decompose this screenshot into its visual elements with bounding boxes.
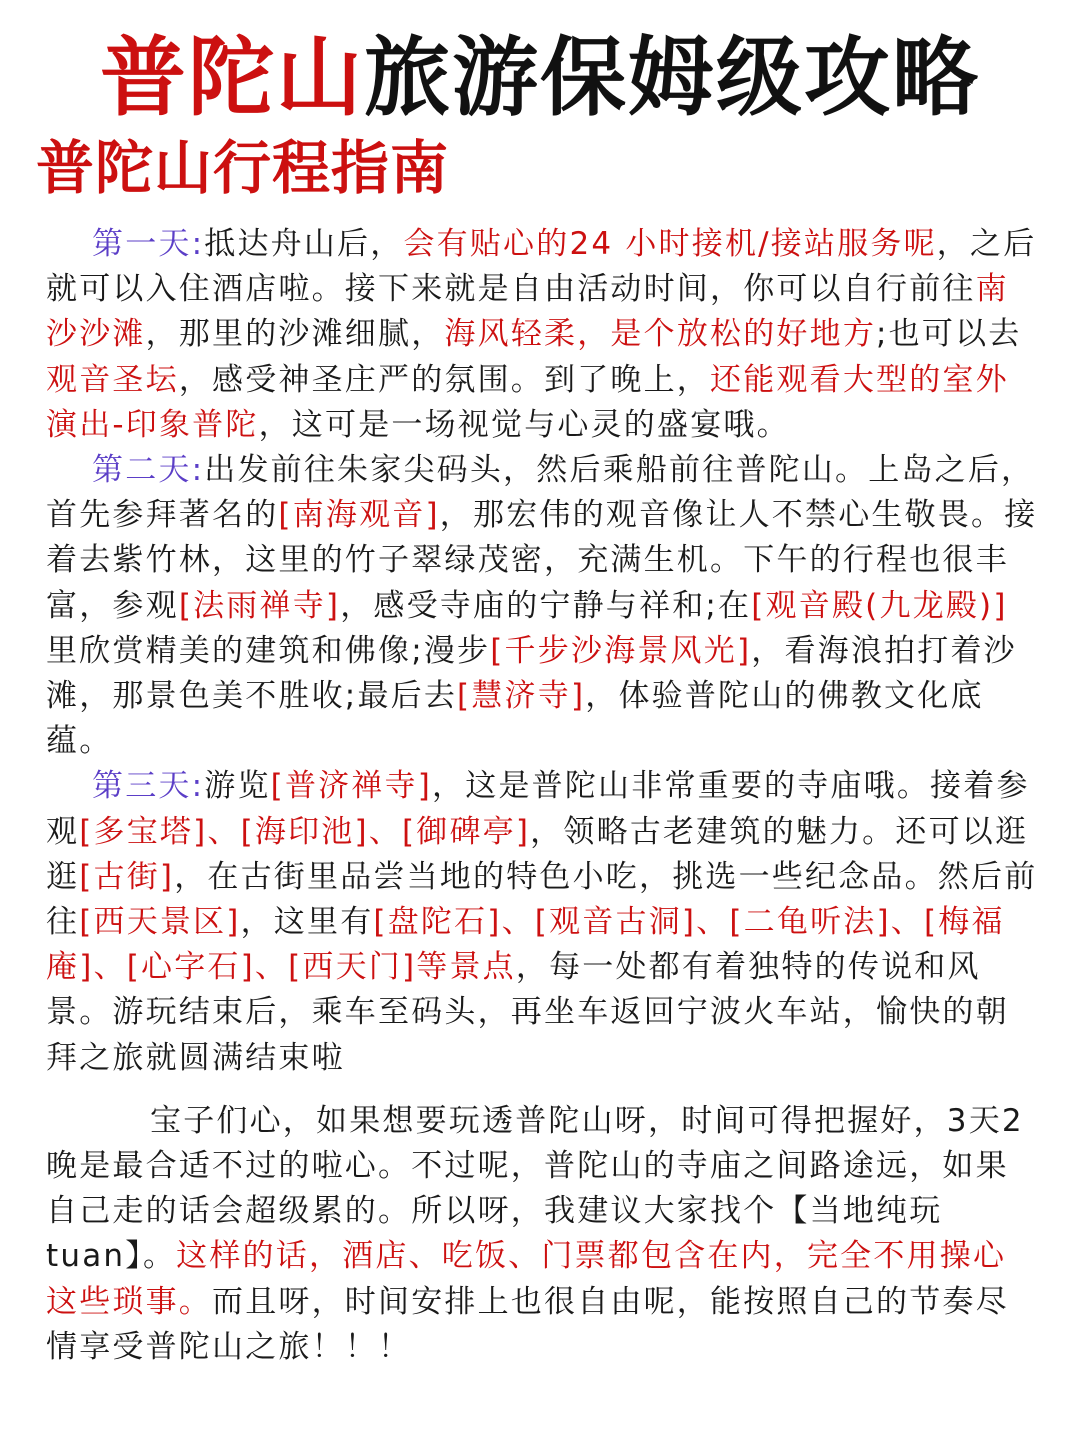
- day2-text-1: 出发前往朱家尖码头，然后乘船前往普陀山。上岛之后，首先参拜著名的: [46, 452, 1035, 534]
- day3-text-5: ，这里有: [240, 904, 374, 941]
- day3-highlight-1: [普济禅寺]: [270, 768, 433, 805]
- closing-paragraph: [46, 1099, 1038, 1370]
- day3-text-3: ，领略古老建筑的魅力。还可以逛逛: [46, 813, 1029, 895]
- day2-highlight-1: [南海观音]: [278, 497, 440, 534]
- day2-highlight-4: [千步沙海景风光]: [490, 632, 752, 669]
- day1-highlight-5: 还能观看大型的室外演出-印象普陀: [46, 361, 1009, 443]
- day3-highlight-4: [西天景区]: [79, 904, 241, 941]
- day3-highlight-2: [多宝塔]、[海印池]、[御碑亭]: [79, 813, 531, 850]
- day3-highlight-3: [古街]: [79, 858, 175, 895]
- page-subtitle: 普陀山行程指南: [36, 134, 450, 202]
- day2-text-2: ，那宏伟的观音像让人不禁心生敬畏。接着去紫竹林，这里的竹子翠绿茂密，充满生机。下午的行程也很丰富，参观: [46, 497, 1038, 624]
- day1-highlight-2: 南沙沙滩: [46, 271, 1009, 353]
- day3-highlight-5: [盘陀石]、[观音古洞]、[二龟听法]、[梅福庵]、[心字石]、[西天门]等景点: [46, 904, 1005, 986]
- day1-text-4: ;也可以去: [876, 316, 1022, 353]
- day2-highlight-5: [慧济寺]: [457, 678, 586, 715]
- title-black-part: 旅游保姆级攻略: [364, 28, 980, 128]
- day1-highlight-4: 观音圣坛: [46, 361, 179, 398]
- day2-text-5: ，看海浪拍打着沙滩，那景色美不胜收;最后去: [46, 632, 1017, 715]
- day3-text-1: 游览: [204, 768, 271, 805]
- day2-label: 第二天:: [92, 452, 205, 489]
- day2-text-4: 里欣赏精美的建筑和佛像;漫步: [46, 632, 491, 669]
- title-red-part: 普陀山: [100, 28, 364, 128]
- day1-text-1: 抵达舟山后，: [204, 226, 404, 262]
- itinerary-body: [46, 222, 1038, 1370]
- day3-label: 第三天:: [92, 768, 205, 805]
- closing-highlight-1: 这样的话，酒店、吃饭、门票都包含在内，完全不用操心这些琐事。: [46, 1238, 1007, 1320]
- day2-paragraph: [46, 448, 1038, 764]
- day2-text-3: ，感受寺庙的宁静与祥和;在: [340, 587, 752, 624]
- day3-text-6: ，每一处都有着独特的传说和风景。游玩结束后，乘车至码头，再坐车返回宁波火车站，愉快的朝拜之旅就圆满结束啦: [46, 949, 1009, 1076]
- day3-paragraph: [46, 764, 1038, 1080]
- day2-text-6: ，体验普陀山的佛教文化底蕴。: [46, 678, 984, 760]
- day1-text-6: ，这可是一场视觉与心灵的盛宴哦。: [258, 406, 790, 443]
- day1-text-3: ，那里的沙滩细腻，: [145, 316, 445, 353]
- day1-text-2: ，之后就可以入住酒店啦。接下来就是自由活动时间，你可以自行前往: [46, 226, 1037, 308]
- day3-text-2: ，这是普陀山非常重要的寺庙哦。接着参观: [46, 768, 1030, 850]
- closing-text-1: 宝子们心，如果想要玩透普陀山呀，时间可得把握好，3天2晚是最合适不过的啦心。不过呢，普陀山的寺庙之间路途远，如果自己走的话会超级累的。所以呀，我建议大家找个【当地纯玩tuan】。: [46, 1102, 1024, 1275]
- day2-highlight-2: [法雨禅寺]: [178, 587, 341, 624]
- page-title: [0, 28, 1080, 128]
- day1-highlight-3: 海风轻柔，是个放松的好地方: [444, 316, 877, 353]
- closing-text-2: 而且呀，时间安排上也很自由呢，能按照自己的节奏尽情享受普陀山之旅！！！: [46, 1283, 1009, 1365]
- day1-text-5: ，感受神圣庄严的氛围。到了晚上，: [178, 361, 711, 398]
- day1-highlight-1: 会有贴心的24 小时接机/接站服务呢: [403, 226, 937, 262]
- day1-paragraph: [46, 222, 1038, 448]
- day1-label: 第一天:: [92, 226, 205, 262]
- day3-text-4: ，在古街里品尝当地的特色小吃，挑选一些纪念品。然后前往: [46, 858, 1038, 941]
- day2-highlight-3: [观音殿(九龙殿)]: [751, 587, 1008, 624]
